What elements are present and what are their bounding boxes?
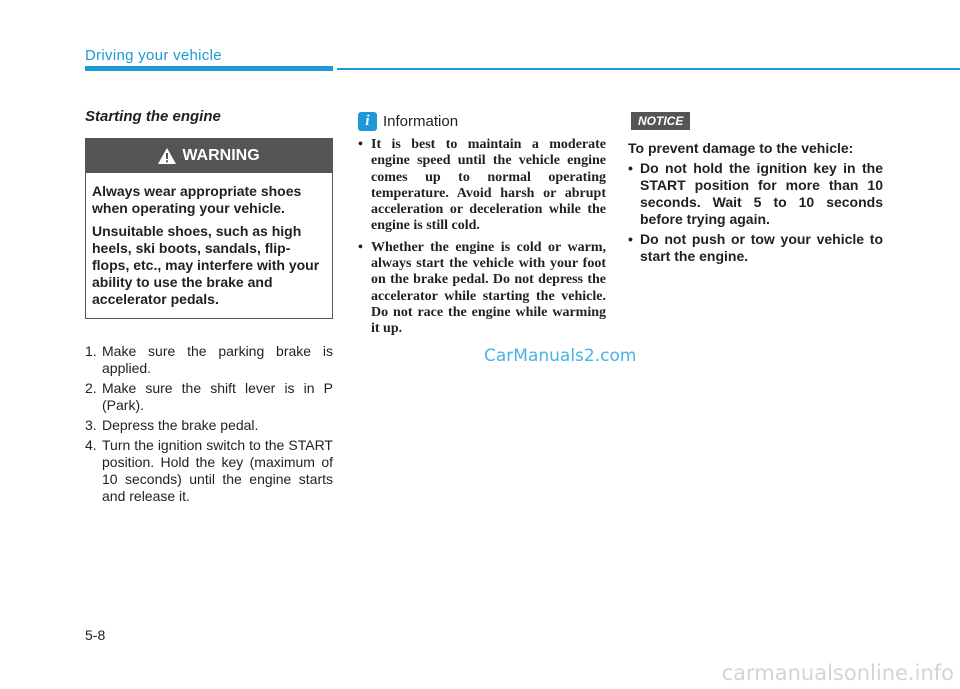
info-icon: i bbox=[358, 112, 377, 131]
step-number: 3. bbox=[85, 417, 97, 433]
warning-body bbox=[86, 173, 332, 318]
info-title: Information bbox=[383, 113, 459, 130]
list-item bbox=[85, 437, 333, 505]
bullet: • bbox=[358, 137, 363, 152]
section-header: Driving your vehicle bbox=[85, 47, 222, 64]
step-text: Make sure the parking brake is applied. bbox=[102, 343, 333, 376]
info-header bbox=[358, 112, 606, 131]
step-number: 4. bbox=[85, 437, 97, 453]
steps-list bbox=[85, 343, 333, 505]
section-title: Starting the engine bbox=[85, 108, 221, 125]
header-rule bbox=[337, 68, 960, 70]
notice-intro: To prevent damage to the vehicle: bbox=[628, 140, 854, 156]
step-number: 1. bbox=[85, 343, 97, 359]
warning-header bbox=[86, 139, 332, 173]
notice-text: Do not hold the ignition key in the START position for more than 10 seconds. Wait 5 to 10 seconds before trying again. bbox=[640, 160, 883, 227]
step-text: Depress the brake pedal. bbox=[102, 417, 259, 433]
info-text: It is best to maintain a moderate engine speed until the vehicle engine comes up to normal operating temperature. Avoid harsh or abrupt acceleration or deceleration while the engine is still cold. bbox=[371, 137, 606, 234]
notice-list bbox=[628, 160, 883, 265]
column-notice bbox=[628, 112, 883, 268]
watermark: CarManuals2.com bbox=[484, 346, 637, 366]
list-item bbox=[358, 240, 606, 338]
bullet: • bbox=[358, 239, 363, 255]
warning-paragraph: Always wear appropriate shoes when operating your vehicle. bbox=[92, 183, 302, 216]
step-text: Turn the ignition switch to the START position. Hold the key (maximum of 10 seconds) until the engine starts and release it. bbox=[102, 437, 333, 504]
info-text: Whether the engine is cold or warm, always start the vehicle with your foot on the brake pedal. Do not depress the accelerator while starting the vehicle. Do not race the engine while warming it up. bbox=[371, 239, 606, 337]
column-starting-engine bbox=[85, 108, 333, 508]
list-item bbox=[85, 380, 333, 414]
footer-watermark: carmanualsonline.info bbox=[721, 661, 954, 685]
warning-paragraph: Unsuitable shoes, such as high heels, ski boots, sandals, flip-flops, etc., may interfere with your ability to use the brake and accelerator pedals. bbox=[92, 223, 320, 307]
bullet: • bbox=[628, 231, 633, 247]
list-item bbox=[85, 343, 333, 377]
notice-badge: NOTICE bbox=[631, 112, 690, 130]
warning-triangle-icon bbox=[158, 148, 176, 164]
info-list bbox=[358, 137, 606, 338]
bullet: • bbox=[628, 160, 633, 176]
step-number: 2. bbox=[85, 380, 97, 396]
warning-box bbox=[85, 138, 333, 319]
warning-label: WARNING bbox=[182, 147, 260, 164]
header-bar bbox=[85, 66, 333, 71]
list-item bbox=[358, 137, 606, 235]
page-number: 5-8 bbox=[85, 627, 106, 643]
step-text: Make sure the shift lever is in P (Park). bbox=[102, 380, 333, 413]
notice-text: Do not push or tow your vehicle to start the engine. bbox=[640, 231, 883, 264]
list-item bbox=[628, 160, 883, 228]
list-item bbox=[85, 417, 333, 434]
column-information bbox=[358, 112, 606, 343]
list-item bbox=[628, 231, 883, 265]
